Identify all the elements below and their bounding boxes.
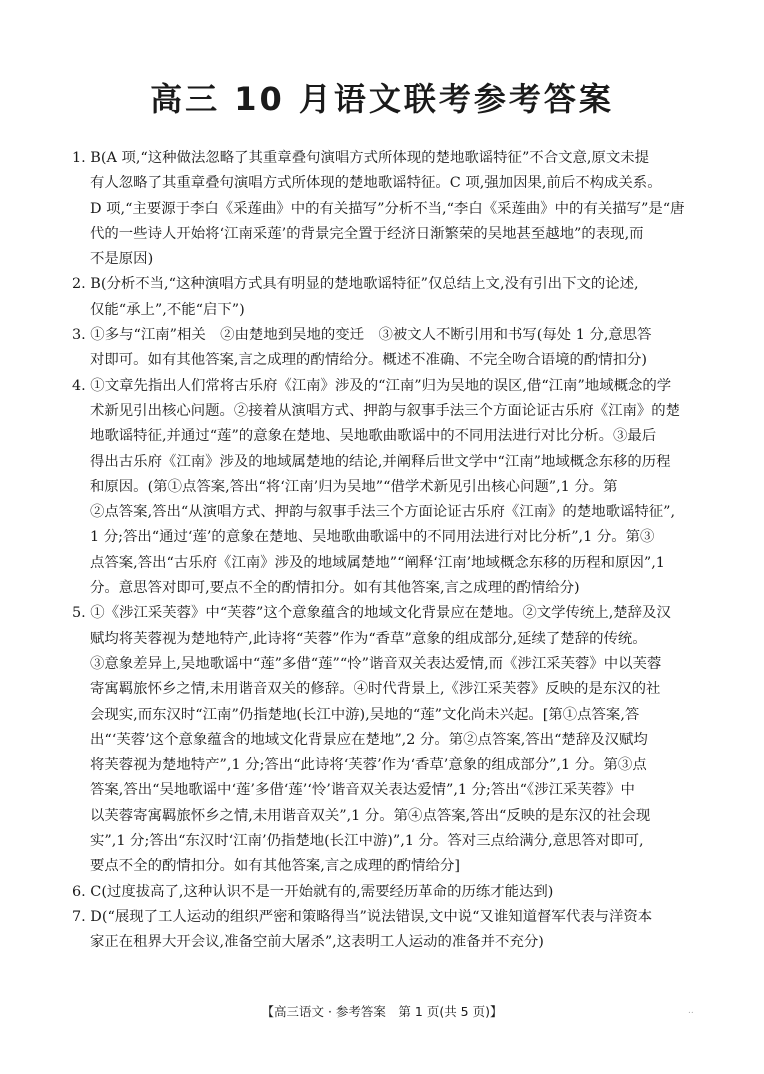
answer-line: 4. ①文章先指出人们常将古乐府《江南》涉及的“江南”归为吴地的误区,借“江南”地域概念的学 [72, 377, 672, 394]
answer-line: 分。意思答对即可,要点不全的酌情扣分。如有其他答案,言之成理的酌情给分) [90, 580, 580, 597]
answer-line: 答案,答出“吴地歌谣中‘莲’多借‘莲’‘怜’谐音双关表达爱情”,1 分;答出“《涉江采芙蓉》中 [90, 782, 635, 799]
answer-item [72, 880, 702, 905]
page-title: 高三 10 月语文联考参考答案 [150, 80, 614, 118]
answer-line: ②点答案,答出“从演唱方式、押韵与叙事手法三个方面论证古乐府《江南》的楚地歌谣特征”, [90, 504, 676, 521]
answer-line: 要点不全的酌情扣分。如有其他答案,言之成理的酌情给分] [90, 858, 460, 875]
answer-line: 实”,1 分;答出“东汉时‘江南’仍指楚地(长江中游)”,1 分。答对三点给满分,意思答对即可, [90, 833, 644, 850]
answer-line: 家正在租界大开会议,准备空前大屠杀”,这表明工人运动的准备并不充分) [90, 934, 544, 951]
answer-line: 代的一些诗人开始将‘江南采莲’的背景完全置于经济日渐繁荣的吴地甚至越地”的表现,而 [90, 225, 644, 242]
answer-line: 赋均将芙蓉视为楚地特产,此诗将“芙蓉”作为“香草”意象的组成部分,延续了楚辞的传统。 [90, 630, 647, 647]
answer-line: D 项,“主要源于李白《采莲曲》中的有关描写”分析不当,“李白《采莲曲》中的有关描写”是“唐 [90, 200, 685, 217]
answer-item [72, 601, 702, 879]
answer-line: 不是原因) [90, 251, 154, 268]
answer-line: 仅能“承上”,不能“启下”) [90, 301, 245, 318]
answer-item [72, 146, 702, 272]
answer-line: 地歌谣特征,并通过“莲”的意象在楚地、吴地歌曲歌谣中的不同用法进行对比分析。③最后 [90, 428, 657, 445]
answer-line: 寄寓羁旅怀乡之情,未用谐音双关的修辞。④时代背景上,《涉江采芙蓉》反映的是东汉的社 [90, 681, 661, 698]
answer-list [72, 146, 702, 956]
answer-line: 会现实,而东汉时“江南”仍指楚地(长江中游),吴地的“莲”文化尚未兴起。[第①点答案,答 [90, 706, 640, 723]
answer-line: 有人忽略了其重章叠句演唱方式所体现的楚地歌谣特征。C 项,强加因果,前后不构成关系。 [90, 175, 662, 192]
answer-line: 1. B(A 项,“这种做法忽略了其重章叠句演唱方式所体现的楚地歌谣特征”不合文意,原文未提 [72, 150, 649, 166]
answer-line: 出“‘芙蓉’这个意象蕴含的地域文化背景应在楚地”,2 分。第②点答案,答出“楚辞及汉赋均 [90, 731, 648, 748]
answer-line: 得出古乐府《江南》涉及的地域属楚地的结论,并阐释后世文学中“江南”地域概念东移的历程 [90, 453, 671, 470]
answer-line: 5. ①《涉江采芙蓉》中“芙蓉”这个意象蕴含的地域文化背景应在楚地。②文学传统上,楚辞及汉 [72, 605, 671, 622]
answer-line: 7. D(“展现了工人运动的组织严密和策略得当”说法错误,文中说“又谁知道督军代表与洋资本 [72, 908, 653, 925]
answer-line: 对即可。如有其他答案,言之成理的酌情给分。概述不准确、不完全吻合语境的酌情扣分) [90, 352, 648, 369]
answer-line: 1 分;答出“通过‘莲’的意象在楚地、吴地歌曲歌谣中的不同用法进行对比分析”,1 分。第③ [90, 529, 655, 546]
answer-line: 点答案,答出“古乐府《江南》涉及的地域属楚地”“阐释‘江南’地域概念东移的历程和原因”,1 [90, 554, 665, 571]
answer-item [72, 374, 702, 602]
answer-line: 将芙蓉视为楚地特产”,1 分;答出“此诗将‘芙蓉’作为‘香草’意象的组成部分”,1 分。第③点 [90, 757, 647, 774]
answer-line: 以芙蓉寄寓羁旅怀乡之情,未用谐音双关”,1 分。第④点答案,答出“反映的是东汉的社会现 [90, 807, 651, 824]
footer-mark: .. [688, 1006, 694, 1016]
answer-line: 和原因。(第①点答案,答出“将‘江南’归为吴地”“借学术新见引出核心问题”,1 分。第 [90, 478, 618, 495]
answer-item [72, 905, 702, 956]
answer-line: 术新见引出核心问题。②接着从演唱方式、押韵与叙事手法三个方面论证古乐府《江南》的楚 [90, 402, 681, 419]
answer-line: 6. C(过度拔高了,这种认识不是一开始就有的,需要经历革命的历练才能达到) [72, 883, 554, 900]
answer-item [72, 272, 702, 323]
answer-line: ③意象差异上,吴地歌谣中“莲”多借“莲”“怜”谐音双关表达爱情,而《涉江采芙蓉》中以芙蓉 [90, 655, 662, 672]
answer-item [72, 323, 702, 374]
answer-line: 2. B(分析不当,“这种演唱方式具有明显的楚地歌谣特征”仅总结上文,没有引出下文的论述, [72, 276, 639, 293]
page-footer: 【高三语文 · 参考答案 第 1 页(共 5 页)】 [261, 1004, 503, 1019]
answer-line: 3. ①多与“江南”相关 ②由楚地到吴地的变迁 ③被文人不断引用和书写(每处 1 分,意思答 [72, 327, 652, 344]
